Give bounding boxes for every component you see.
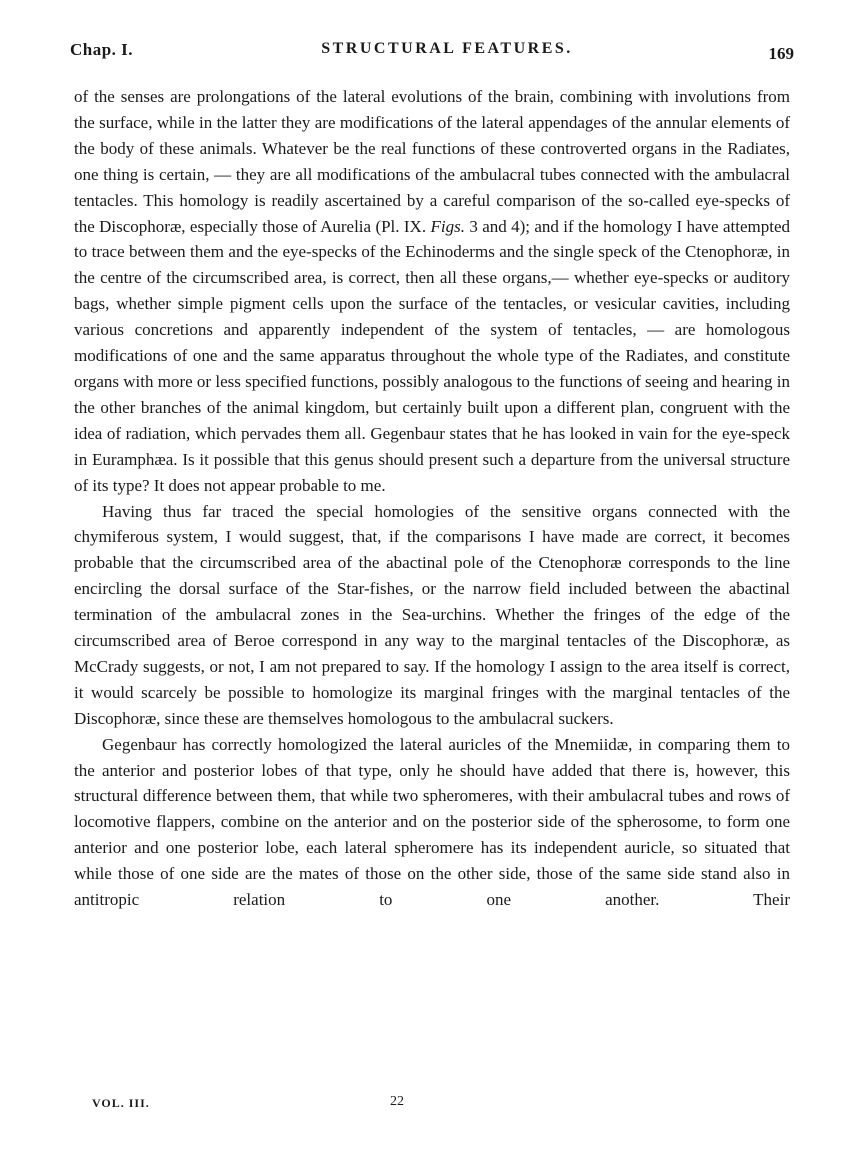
chapter-label: Chap. I. [70, 40, 134, 59]
body-text [74, 84, 790, 913]
paragraph-1-body: of the senses are prolongations of the lateral evolutions of the brain, combining with involutions from the surface, while in the latter they are modifications of the lateral appendages of the annular elements of the body of these animals. Whatever be the real functions of these controverted organs in the Radiates, one thing is certain, — they are all modifications of the ambulacral tubes connected with the ambulacral tentacles. This homology is readily ascertained by a careful comparison of the so-called eye-specks of the Discophoræ, especially those of Aurelia (Pl. IX. [74, 87, 790, 236]
paragraph-1-continuation: 3 and 4); and if the homology I have attempted to trace between them and the eye-specks of the Echinoderms and the single speck of the Ctenophoræ, in the centre of the circumscribed area, is correct, then all these organs,— whether eye-specks or auditory bags, whether simple pigment cells upon the surface of the tentacles, or vesicular cavities, including various concretions and apparently independent of the system of tentacles, — are homologous modifications of one and the same apparatus throughout the whole type of the Radiates, and constitute organs with more or less specified functions, possibly analogous to the functions of seeing and hearing in the other branches of the animal kingdom, but certainly built upon a different plan, congruent with the idea of radiation, which pervades them all. Gegenbaur states that he has looked in vain for the eye-speck in Euramphæa. Is it possible that this genus should present such a departure from the universal structure of its type? It does not appear probable to me. [74, 216, 790, 495]
running-title: STRUCTURAL FEATURES. [321, 40, 573, 57]
paragraph-1 [74, 84, 790, 499]
page-header [70, 40, 794, 74]
page-footer [74, 1096, 790, 1116]
page-number: 169 [768, 44, 794, 63]
paragraph-3: Gegenbaur has correctly homologized the lateral auricles of the Mnemiidæ, in comparing them to the anterior and posterior lobes of that type, only he should have added that there is, however, this structural difference between them, that while two spheromeres, with their ambulacral tubes and rows of locomotive flappers, combine on the anterior and on the posterior side of the spherosome, to form one anterior and one posterior lobe, each lateral spheromere has its independent auricle, so situated that while those of one side are the mates of those on the other side, those of the same side stand also in antitropic relation to one another. Their [74, 734, 790, 910]
figure-reference: Figs. [430, 216, 465, 236]
signature-mark: 22 [390, 1094, 404, 1109]
volume-label: VOL. III. [92, 1096, 150, 1110]
book-page [70, 40, 794, 1110]
paragraph-2: Having thus far traced the special homologies of the sensitive organs connected with the chymiferous system, I would suggest, that, if the comparisons I have made are correct, it becomes probable that the circumscribed area of the abactinal pole of the Ctenophoræ corresponds to the line encircling the dorsal surface of the Star-fishes, or the narrow field included between the abactinal termination of the ambulacral zones in the Sea-urchins. Whether the fringes of the edge of the circumscribed area of Beroe correspond in any way to the marginal tentacles of the Discophoræ, as McCrady suggests, or not, I am not prepared to say. If the homology I assign to the area itself is correct, it would scarcely be possible to homologize its marginal fringes with the marginal tentacles of the Discophoræ, since these are themselves homologous to the ambulacral suckers. [74, 501, 790, 728]
